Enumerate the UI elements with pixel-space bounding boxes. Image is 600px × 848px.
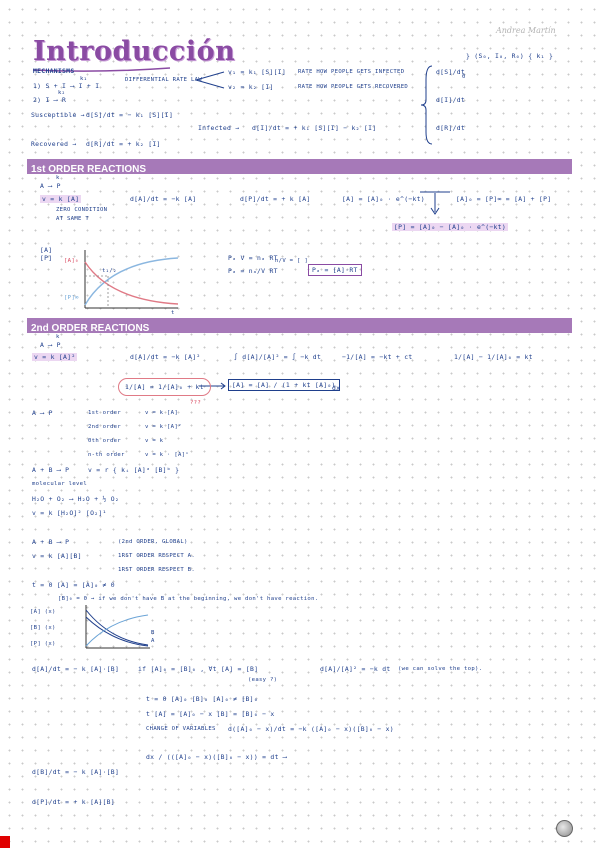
s2-ab2-note-a: 1RST ORDER RESPECT A. [118,553,196,559]
s2-ab2-reaction: A + B ⟶ P [32,538,70,546]
s1-rate-law: v = k [A] [42,195,80,203]
s2-eq-integral: ∫ d[A]/[A]² = ∫ −k dt [234,353,322,361]
s2-ab-rate: v = r { kᵢ [A]ᵃ [B]ᵇ } [88,466,180,474]
s1-reaction: A ⟶ P [40,182,61,190]
s2-reaction-constant: k [56,334,60,340]
s1-plot-mark-a0: [A]₀ [64,258,79,264]
s1-eq-exp: [A] = [A]₀ · e^(−kt) [342,195,425,203]
s1-eq-product: [P] = [A]₀ − [A]₀ · e^(−kt) [394,223,506,231]
s2-t-line: t [A] = [A]₀ − x [B] = [B]₀ − x [146,710,275,718]
s1-plot-ylabel-a: [A] [40,246,53,254]
mechanism-2: 2) I ⟶ R [33,96,67,104]
s2-eq-db: d[B]/dt = − k [A]·[B] [32,768,120,776]
s1-plot-mark-t: t [171,310,175,316]
author-name: Andrea Martín [496,26,556,35]
s2-initial-b: [B]₀ = 0 → if we don't have B at the beginning, we don't have reaction. [58,596,319,602]
s2-plot-label-p: [P] (x) [30,641,56,647]
s2-reaction: A ⟶ P [40,341,61,349]
s2-t0-line: t = 0 [A]₀ [B]₀ [A]₀ ≠ [B]₀ [146,695,258,703]
page-corner-icon [556,820,573,837]
s1-reaction-constant: k [56,175,60,181]
s1-rate-note-1: ZERO CONDITION [56,207,108,213]
order-label-n: n-th order [88,452,125,458]
s2-integral-eq: dx / (([A]₀ − x)([B]₀ − x)) = dt ⟶ [146,753,288,761]
order-label-0: 0th order [88,438,122,444]
s1-eq-conservation: [A]₀ = [P]∞ = [A] + [P] [456,195,552,203]
susceptible-label: Susceptible → [31,111,85,119]
order-rate-n: v = k · [A]ⁿ [145,452,190,458]
s2-eq-concentration: [A] = [A] / (1 + kt [A]₀) [228,379,340,391]
s2-molecular-level: molecular level [32,481,88,487]
mechanism-1: 1) S + I ⟶ I + I [33,82,100,90]
recovered-equation: d[R]/dt = + k₂ [I] [86,140,161,148]
mechanism-1-constant: k₁ [80,76,88,82]
mechanism-2-constant: k₂ [58,90,66,96]
s2-eq-inverse-note: ??? [190,400,202,406]
order-rate-2: v = k [A]² [145,424,182,430]
system-result: } (S₀, I₀, R₀) { k₁ } [466,52,554,60]
s1-plot-ylabel-p: [P] [40,254,53,262]
system-term-r: d[R]/dt [436,124,466,132]
section-title: 1st ORDER REACTIONS [31,164,147,175]
s2-ab2-note: (2nd ORDER, GLOBAL) [118,539,188,545]
s2-order-reaction: A ⟶ P [32,409,53,417]
s2-h2o-reaction: H₂O + O₂ ⟶ H₂O + ½ O₂ [32,495,120,503]
order-label-1: 1st order [88,410,122,416]
s2-initial-a: t = 0 [A] = [A]₀ ≠ 0 [32,581,115,589]
page-title: Introducción [33,36,236,67]
s2-eq-easy: (easy ?) [248,677,278,683]
s2-eq-dx-note: dx [332,384,341,392]
recovered-label: Recovered → [31,140,77,148]
rate-v2-note: RATE HOW PEOPLE GETS RECOVERED [298,84,409,90]
s2-eq-reduced: d[A]/[A]² = −k dt [320,665,391,673]
s2-eq-primitive: −1/[A] = −kt + ct [342,353,413,361]
rate-v2: v₂ = k₂ [I] [228,83,274,91]
susceptible-equation: d[S]/dt = − k₁ [S][I] [86,111,174,119]
s1-ideal-gas: Pₐ V = nₐ RT [228,254,278,262]
s1-eq-da: d[A]/dt = −k [A] [130,195,197,203]
s2-ab2-note-b: 1RST ORDER RESPECT B. [118,567,196,573]
rate-v1: v₁ = k₁ [S][I] [228,68,287,76]
rate-v1-note: RATE HOW PEOPLE GETS INFECTED [298,69,405,75]
infected-label: Infected → [198,124,240,132]
s2-eq-da-ab: d[A]/dt = − k [A]·[B] [32,665,120,673]
system-subscript: 0 [462,74,466,80]
order-label-2: 2nd order [88,424,122,430]
s2-ab2-rate: v = k [A][B] [32,552,82,560]
s2-rate-law: v = k [A]² [34,353,76,361]
section-title: 2nd ORDER REACTIONS [31,323,150,334]
corner-marker [0,836,10,848]
mechanisms-label: MECHANISMS [33,67,75,75]
system-term-s: d[S]/dt [436,68,466,76]
s2-h2o-rate: v = k [H₂O]² [O₂]¹ [32,509,107,517]
s1-partial-pressure: Pₐ = [A]·RT [308,264,362,276]
s1-rate-note-2: AT SAME T [56,216,90,222]
s1-concentration-note: n/V = [ ] [275,258,309,264]
s2-eq-if: if [A]₀ = [B]₀ , ∀t [A] = [B] [138,665,259,673]
section-bar-1st-order [27,159,572,174]
order-rate-1: v = k [A] [145,410,179,416]
infected-equation: d[I]/dt = + k₁ [S][I] − k₂ [I] [252,124,377,132]
s2-change-of-variables-eq: d([A]₀ − x)/dt = −k ([A]₀ − x)([B]₀ − x) [228,725,394,733]
s2-plot-mark-a: A [151,638,155,644]
s2-plot-label-b: [B] (x) [30,625,56,631]
s2-ab-reaction: A + B ⟶ P [32,466,70,474]
s2-eq-da: d[A]/dt = −k [A]² [130,353,201,361]
s1-eq-dp: d[P]/dt = + k [A] [240,195,311,203]
s2-eq-dp: d[P]/dt = + k [A][B] [32,798,115,806]
s2-eq-result: 1/[A] − 1/[A]₀ = kt [454,353,533,361]
s2-eq-inverse: 1/[A] = 1/[A]₀ + kt [118,378,211,396]
section-bar-2nd-order [27,318,572,333]
system-term-i: d[I]/dt [436,96,466,104]
s1-plot-mark-half-life: t₁/₂ [102,268,117,274]
diff-rate-law-label: DIFFERENTIAL RATE LAW [125,77,203,83]
order-rate-0: v = k [145,438,164,444]
s2-eq-solve-note: (we can solve the top). [398,666,483,672]
s1-pressure: Pₐ = nₐ/V RT [228,267,278,275]
s2-change-of-variables: CHANGE OF VARIABLES [146,726,216,732]
s2-plot-mark-b: B [151,630,155,636]
s1-plot-mark-pinf: [P]∞ [64,295,79,301]
s2-plot-label-a: [A] (x) [30,609,56,615]
